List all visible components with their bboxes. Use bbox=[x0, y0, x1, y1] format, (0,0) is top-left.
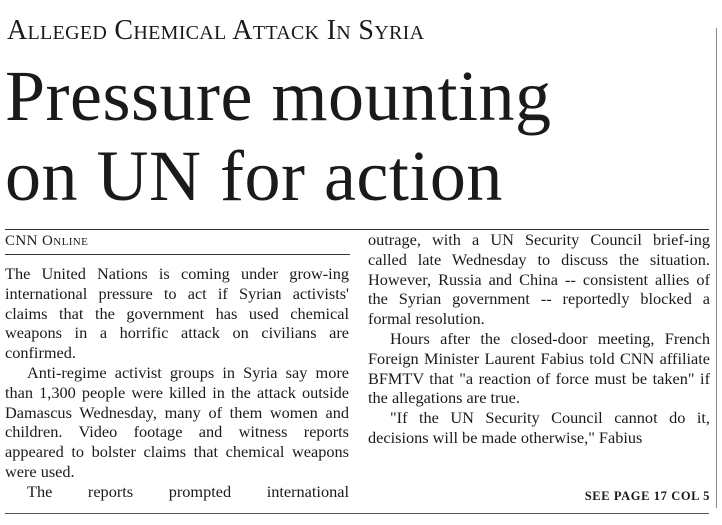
paragraph: "If the UN Security Council cannot do it, decisions will be made otherwise," Fabius bbox=[368, 408, 710, 447]
headline-line-2: on UN for action bbox=[5, 136, 503, 216]
paragraph: The reports prompted international bbox=[27, 481, 349, 501]
byline-divider bbox=[5, 254, 350, 255]
headline-line-1: Pressure mounting bbox=[5, 56, 552, 136]
paragraph: outrage, with a UN Security Council brief-ing called late Wednesday to discuss the situation. However, Russia and China -- consistent allies of the Syrian government -- reportedly blocked a formal resolution. bbox=[368, 230, 710, 329]
paragraph: Hours after the closed-door meeting, French Foreign Minister Laurent Fabius told CNN affiliate BFMTV that "a reaction of force must be taken" if the allegations are true. bbox=[368, 328, 710, 408]
column-1 bbox=[5, 264, 349, 502]
paragraph: Anti-regime activist groups in Syria say more than 1,300 people were killed in the attack outside Damascus Wednesday, many of them women and children. Video footage and witness reports appeared to bolster claims that chemical weapons were used. bbox=[5, 362, 349, 481]
paragraph: The United Nations is coming under grow-ing international pressure to act if Syrian activists' claims that the government has used chemical weapons in a horrific attack on civilians are confirmed. bbox=[5, 264, 349, 363]
column-2 bbox=[368, 230, 710, 448]
article-byline: CNN Online bbox=[5, 233, 89, 249]
continuation-jump: SEE PAGE 17 COL 5 bbox=[584, 489, 710, 503]
page-edge-rule bbox=[716, 28, 717, 508]
article-headline bbox=[5, 56, 717, 216]
bottom-divider bbox=[5, 513, 709, 514]
article-kicker: Alleged Chemical Attack In Syria bbox=[7, 15, 425, 46]
